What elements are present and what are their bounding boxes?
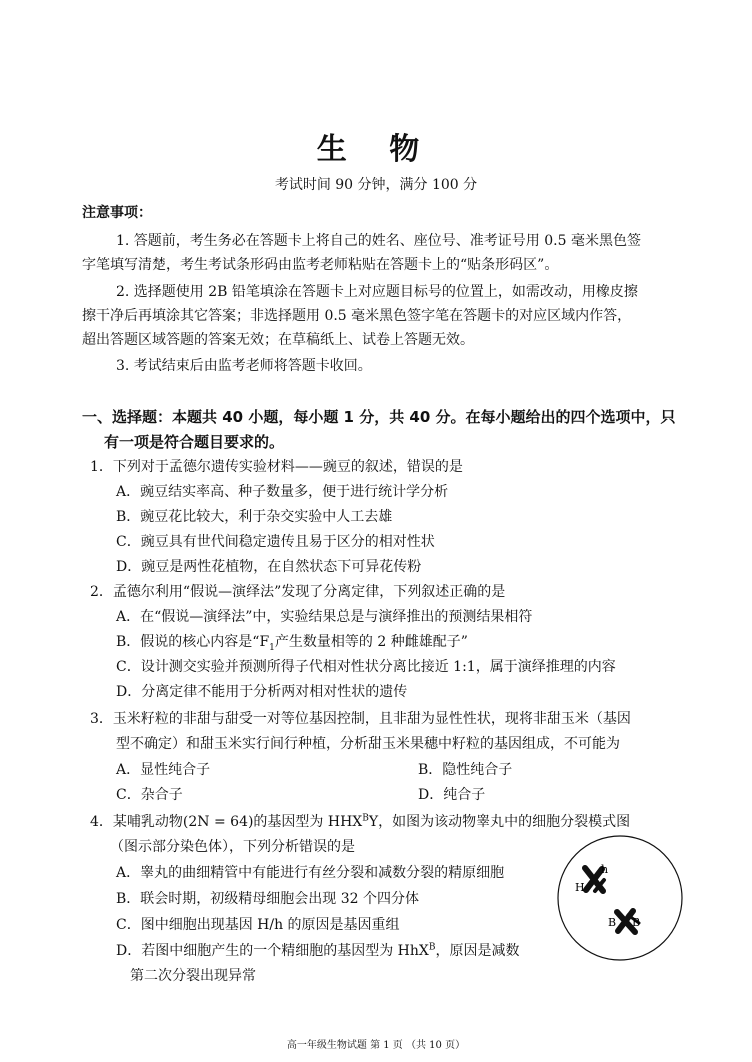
q3-option-b: B．隐性纯合子 xyxy=(418,762,513,778)
q2-stem: 2．孟德尔利用“假说—演绎法”发现了分离定律，下列叙述正确的是 xyxy=(90,584,506,600)
q4-stem-line-2: （图示部分染色体），下列分析错误的是 xyxy=(110,839,355,855)
q4-stem-sup: B xyxy=(362,813,369,824)
q1-option-b: B．豌豆花比较大，利于杂交实验中人工去雄 xyxy=(116,509,393,525)
notes-heading: 注意事项： xyxy=(82,205,152,221)
note-2-line-1: 2. 选择题使用 2B 铅笔填涂在答题卡上对应题目标号的位置上，如需改动，用橡皮擦 xyxy=(116,284,638,300)
page-title: 生 物 xyxy=(316,132,436,167)
note-3: 3. 考试结束后由监考老师将答题卡收回。 xyxy=(116,358,372,374)
q2-option-b-sub: 1 xyxy=(269,642,275,653)
note-1-line-1: 1. 答题前，考生务必在答题卡上将自己的姓名、座位号、准考证号用 0.5 毫米黑色签 xyxy=(116,233,641,249)
q4-stem-pre: 4．某哺乳动物(2N = 64)的基因型为 HHX xyxy=(90,814,363,830)
q2-option-d: D．分离定律不能用于分析两对相对性状的遗传 xyxy=(116,684,408,700)
section-1-heading-line-1: 一、选择题：本题共 40 小题，每小题 1 分，共 40 分。在每小题给出的四个选项中，只 xyxy=(82,408,676,426)
note-2-line-2: 擦干净后再填涂其它答案；非选择题用 0.5 毫米黑色签字笔在答题卡的对应区域内作答， xyxy=(82,308,632,324)
note-1-line-2: 字笔填写清楚，考生考试条形码由监考老师粘贴在答题卡上的“贴条形码区”。 xyxy=(82,257,559,273)
q1-option-d: D．豌豆是两性花植物，在自然状态下可异花传粉 xyxy=(116,559,422,575)
cell-membrane xyxy=(558,836,682,960)
q3-option-a: A．显性纯合子 xyxy=(116,762,211,778)
q2-option-c: C．设计测交实验并预测所得子代相对性状分离比接近 1:1，属于演绎推理的内容 xyxy=(116,659,616,675)
q3-option-c: C．杂合子 xyxy=(116,787,183,803)
q1-stem: 1．下列对于孟德尔遗传实验材料——豌豆的叙述，错误的是 xyxy=(90,459,463,475)
q2-option-a: A．在“假说—演绎法”中，实验结果总是与演绎推出的预测结果相符 xyxy=(116,609,533,625)
q4-option-d-line-2: 第二次分裂出现异常 xyxy=(130,968,256,984)
q4-option-d-sup: B xyxy=(428,942,436,953)
q4-option-d-post: ，原因是减数 xyxy=(435,943,520,959)
q2-option-b-pre: B．假说的核心内容是“F xyxy=(116,634,270,650)
q1-option-c: C．豌豆具有世代间稳定遗传且易于区分的相对性状 xyxy=(116,534,435,550)
q4-option-d-pre: D．若图中细胞产生的一个精细胞的基因型为 HhX xyxy=(116,943,429,959)
gene-label-B-left: B xyxy=(608,916,617,929)
exam-info: 考试时间 90 分钟，满分 100 分 xyxy=(274,177,478,193)
q3-stem-line-1: 3．玉米籽粒的非甜与甜受一对等位基因控制，且非甜为显性性状，现将非甜玉米（基因 xyxy=(90,711,631,727)
q4-option-a: A．睾丸的曲细精管中有能进行有丝分裂和减数分裂的精原细胞 xyxy=(116,865,505,881)
gene-label-h: h xyxy=(601,863,609,876)
note-2-line-3: 超出答题区域答题的答案无效；在草稿纸上、试卷上答题无效。 xyxy=(82,332,474,348)
q4-stem-line-1 xyxy=(90,812,630,832)
q2-option-b xyxy=(116,632,468,652)
cell-division-figure xyxy=(555,833,685,963)
q4-stem-post: Y，如图为该动物睾丸中的细胞分裂模式图 xyxy=(368,814,631,830)
q4-option-b: B．联会时期，初级精母细胞会出现 32 个四分体 xyxy=(116,891,420,907)
section-1-heading-line-2: 有一项是符合题目要求的。 xyxy=(104,433,285,451)
q4-option-d xyxy=(116,941,520,961)
q4-option-c: C．图中细胞出现基因 H/h 的原因是基因重组 xyxy=(116,917,400,933)
q3-option-d: D．纯合子 xyxy=(418,787,486,803)
gene-label-B-right: B xyxy=(632,916,641,929)
q3-stem-line-2: 型不确定）和甜玉米实行间行种植，分析甜玉米果穗中籽粒的基因组成，不可能为 xyxy=(116,736,620,752)
gene-label-H: H xyxy=(575,881,585,894)
q1-option-a: A．豌豆结实率高、种子数量多，便于进行统计学分析 xyxy=(116,484,449,500)
q2-option-b-post: 产生数量相等的 2 种雌雄配子” xyxy=(274,634,468,650)
page-footer: 高一年级生物试题 第 1 页 （共 10 页） xyxy=(286,1040,466,1051)
